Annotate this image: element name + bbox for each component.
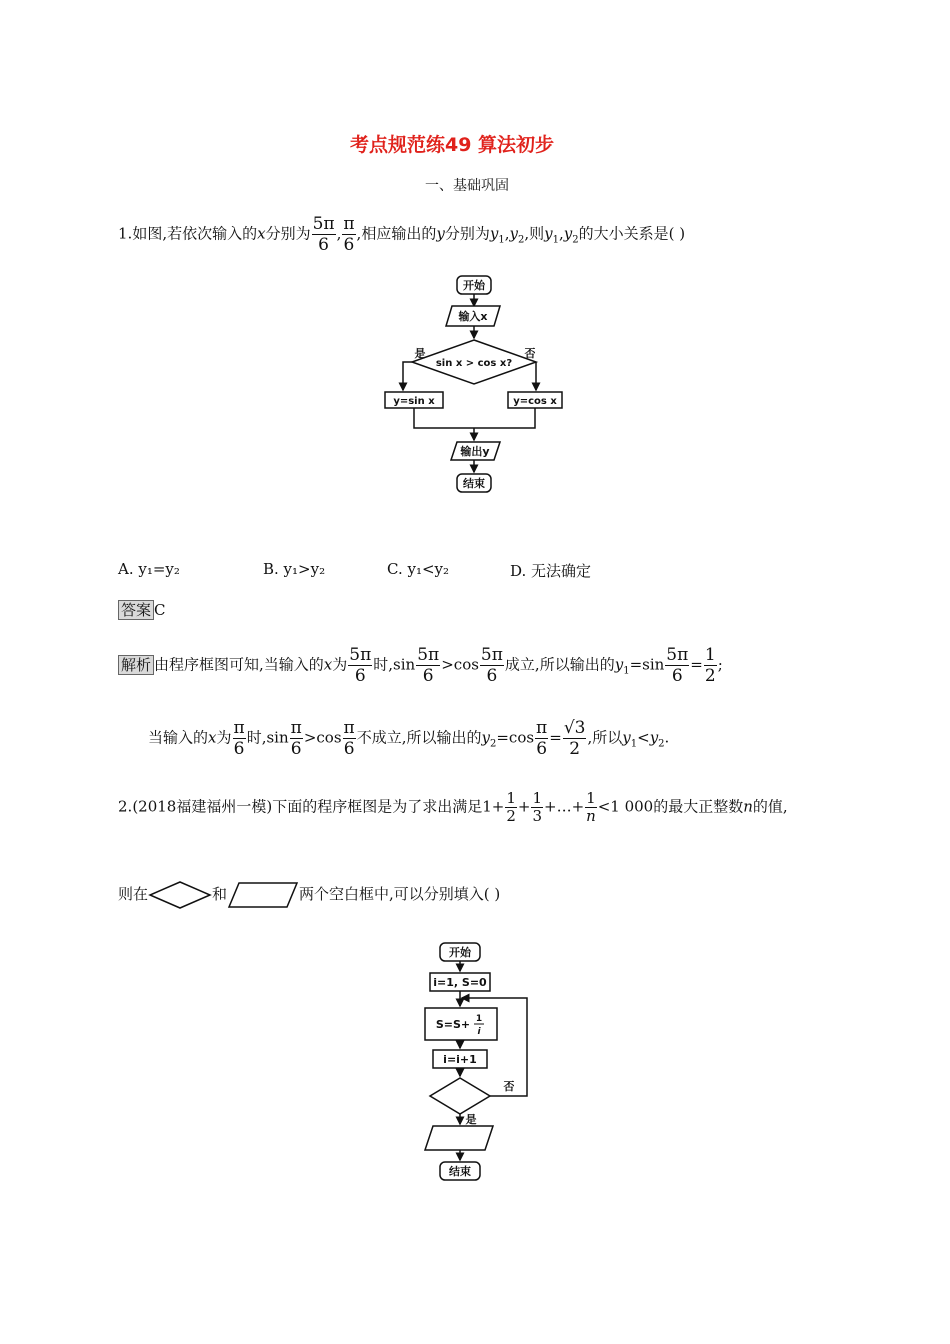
question-2-line-2: 则在 和 两个空白框中,可以分别填入( ) <box>118 876 500 912</box>
option-c: C. y₁<y₂ <box>387 560 450 578</box>
sum-denominator: i <box>477 1027 481 1037</box>
diamond-shape-icon <box>148 880 212 910</box>
option-d: D. 无法确定 <box>510 562 592 580</box>
fraction: $\frac{\pi}{6}$ <box>343 718 355 759</box>
fraction: $\frac{1}{2}$ <box>506 789 516 825</box>
question-number: 2. <box>118 797 133 816</box>
fraction: $\frac{\pi}{6}$ <box>233 718 245 759</box>
increment-label: i=i+1 <box>443 1053 477 1066</box>
sum-label: S=S+ <box>435 1018 471 1031</box>
analysis-line-2: 当输入的x为 $\frac{\pi}{6}$ 时,sin $\frac{\pi}{6}$ >cos $\frac{\pi}{6}$ 不成立,所以输出的$y_2=\cos$ $\frac{\pi}{6}$ = $\frac{√3}{2}$ ,所以$y_1<y_2$. <box>148 718 670 759</box>
answer-line <box>118 600 166 620</box>
fraction: $\frac{√3}{2}$ <box>563 718 586 759</box>
decision-diamond <box>430 1078 490 1114</box>
flowchart-1 <box>380 270 570 500</box>
decision-label: sin x > cos x? <box>435 358 513 369</box>
end-label: 结束 <box>449 1165 471 1178</box>
no-label: 否 <box>503 1080 515 1093</box>
option-a: A. y₁=y₂ <box>118 560 180 578</box>
output-label: 输出y <box>460 445 490 458</box>
start-label: 开始 <box>449 946 471 959</box>
right-process-label: y=cos x <box>513 396 557 407</box>
option-b: B. y₁>y₂ <box>263 560 326 578</box>
fraction: $\frac{5\pi}{6}$ <box>349 645 372 686</box>
answer-value: C <box>154 601 166 619</box>
init-label: i=1, S=0 <box>433 976 487 989</box>
fraction: $\frac{5\pi}{6}$ <box>417 645 440 686</box>
yes-label: 是 <box>414 347 426 360</box>
fraction: $\frac{1}{3}$ <box>532 789 542 825</box>
output-box <box>425 1126 493 1150</box>
question-number: 1. <box>118 224 133 243</box>
no-label: 否 <box>524 347 536 360</box>
fraction: $\frac{\pi}{6}$ <box>290 718 302 759</box>
page-title: 考点规范练49 算法初步 <box>350 134 555 156</box>
end-label: 结束 <box>463 477 485 490</box>
fraction: $\frac{\pi}{6}$ <box>536 718 548 759</box>
fraction: $\frac{5\pi}{6}$ <box>312 214 335 255</box>
fraction: $\frac{5\pi}{6}$ <box>480 645 503 686</box>
question-1-stem: 1.如图,若依次输入的x分别为 $\frac{5\pi}{6}$ , $\frac{\pi}{6}$ ,相应输出的y分别为$y_1,y_2$,则$y_1,y_2$的大小关系是( ) <box>118 214 686 255</box>
section-heading: 一、基础巩固 <box>425 178 509 194</box>
analysis-tag: 解析 <box>118 655 154 675</box>
fraction: $\frac{1}{2}$ <box>704 645 716 686</box>
input-label: 输入x <box>458 310 488 323</box>
answer-tag: 答案 <box>118 600 154 620</box>
start-label: 开始 <box>463 279 485 292</box>
fraction: $\frac{\pi}{6}$ <box>343 214 355 255</box>
fraction: $\frac{1}{n}$ <box>586 789 596 825</box>
left-process-label: y=sin x <box>393 396 435 407</box>
parallelogram-shape-icon <box>227 880 299 910</box>
flowchart-2 <box>415 940 535 1190</box>
analysis-line-1: 解析 由程序框图可知,当输入的x为 $\frac{5\pi}{6}$ 时,sin $\frac{5\pi}{6}$ >cos $\frac{5\pi}{6}$ 成立,所以输出的$y_1=\sin$ $\frac{5\pi}{6}$ = $\frac{1}{2}$ ; <box>118 645 723 686</box>
question-2-stem: 2.(2018福建福州一模)下面的程序框图是为了求出满足1+ $\frac{1}{2}$ + $\frac{1}{3}$ +…+ $\frac{1}{n}$ <1 000的最大正整数n的值, <box>118 789 788 825</box>
fraction: $\frac{5\pi}{6}$ <box>666 645 689 686</box>
yes-label: 是 <box>465 1113 477 1126</box>
sum-numerator: 1 <box>475 1014 483 1024</box>
